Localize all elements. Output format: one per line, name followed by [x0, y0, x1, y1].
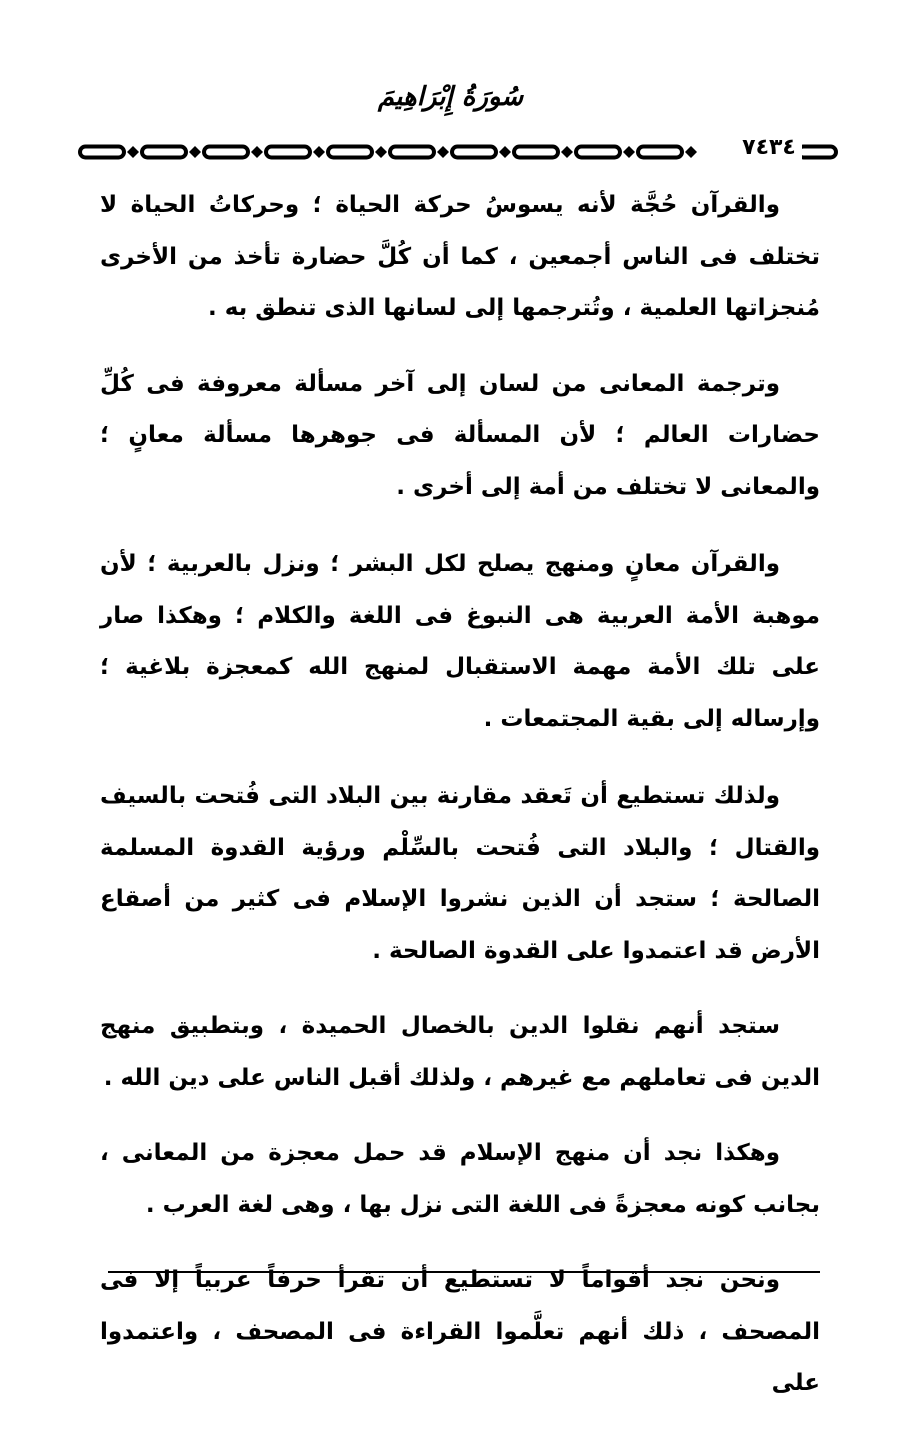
- chain-link: [798, 147, 836, 158]
- paragraph: والقرآن معانٍ ومنهج يصلح لكل البشر ؛ ونزل بالعربية ؛ لأن موهبة الأمة العربية هى النبوغ فى اللغة والكلام ؛ وهكذا صار على تلك الأمة مهمة الاستقبال لمنهج الله كمعجزة بلاغية ؛ وإرساله إلى بقية المجتمعات .: [100, 551, 820, 732]
- paragraph: وترجمة المعانى من لسان إلى آخر مسألة معروفة فى كُلِّ حضارات العالم ؛ لأن المسألة فى جوهرها مسألة معانٍ ؛ والمعانى لا تختلف من أمة إلى أخرى .: [100, 370, 820, 500]
- surah-title: سُورَةُ إِبْرَاهِيمَ: [377, 82, 524, 112]
- chain-link: [390, 147, 434, 158]
- paragraph: ولذلك تستطيع أن تَعقد مقارنة بين البلاد التى فُتحت بالسيف والقتال ؛ والبلاد التى فُتحت بالسِّلْم ورؤية القدوة المسلمة الصالحة ؛ ستجد أن الذين نشروا الإسلام فى كثير من أصقاع الأرض قد اعتمدوا على القدوة الصالحة .: [100, 783, 820, 964]
- chain-diamond: [561, 146, 573, 158]
- chain-diamond: [127, 146, 139, 158]
- chain-diamond: [685, 146, 697, 158]
- chain-link: [328, 147, 372, 158]
- chain-diamond: [313, 146, 325, 158]
- chain-link: [80, 147, 124, 158]
- chain-link: [452, 147, 496, 158]
- chain-link: [638, 147, 682, 158]
- footer-rule: [108, 1271, 820, 1273]
- chain-link: [142, 147, 186, 158]
- chain-link: [266, 147, 310, 158]
- paragraph: والقرآن حُجَّة لأنه يسوسُ حركة الحياة ؛ وحركاتُ الحياة لا تختلف فى الناس أجمعين ، كما أن كُلَّ حضارة تأخذ من الأخرى مُنجزاتها العلمية ، وتُترجمها إلى لسانها الذى تنطق به .: [100, 192, 820, 321]
- chain-link: [576, 147, 620, 158]
- chain-diamond: [623, 146, 635, 158]
- chain-diamond: [189, 146, 201, 158]
- chain-diamond: [437, 146, 449, 158]
- paragraph: ستجد أنهم نقلوا الدين بالخصال الحميدة ، وبتطبيق منهج الدين فى تعاملهم مع غيرهم ، ولذلك أقبل الناس على دين الله .: [100, 1013, 820, 1091]
- body-text: [100, 180, 820, 1437]
- paragraph: ونحن نجد أقواماً لا تستطيع أن تقرأ حرفاً عربياً إلا فى المصحف ، ذلك أنهم تعلَّموا القراءة فى المصحف ، واعتمدوا على: [100, 1267, 820, 1396]
- chain-diamond: [375, 146, 387, 158]
- chain-link: [514, 147, 558, 158]
- chain-ornament-icon: [76, 134, 842, 174]
- page-number: ٧٤٣٤: [736, 134, 802, 162]
- chain-diamond: [251, 146, 263, 158]
- chain-diamond: [499, 146, 511, 158]
- ornamental-border: [76, 134, 842, 174]
- paragraph: وهكذا نجد أن منهج الإسلام قد حمل معجزة من المعانى ، بجانب كونه معجزةً فى اللغة التى نزل بها ، وهى لغة العرب .: [100, 1140, 820, 1218]
- chain-link: [204, 147, 248, 158]
